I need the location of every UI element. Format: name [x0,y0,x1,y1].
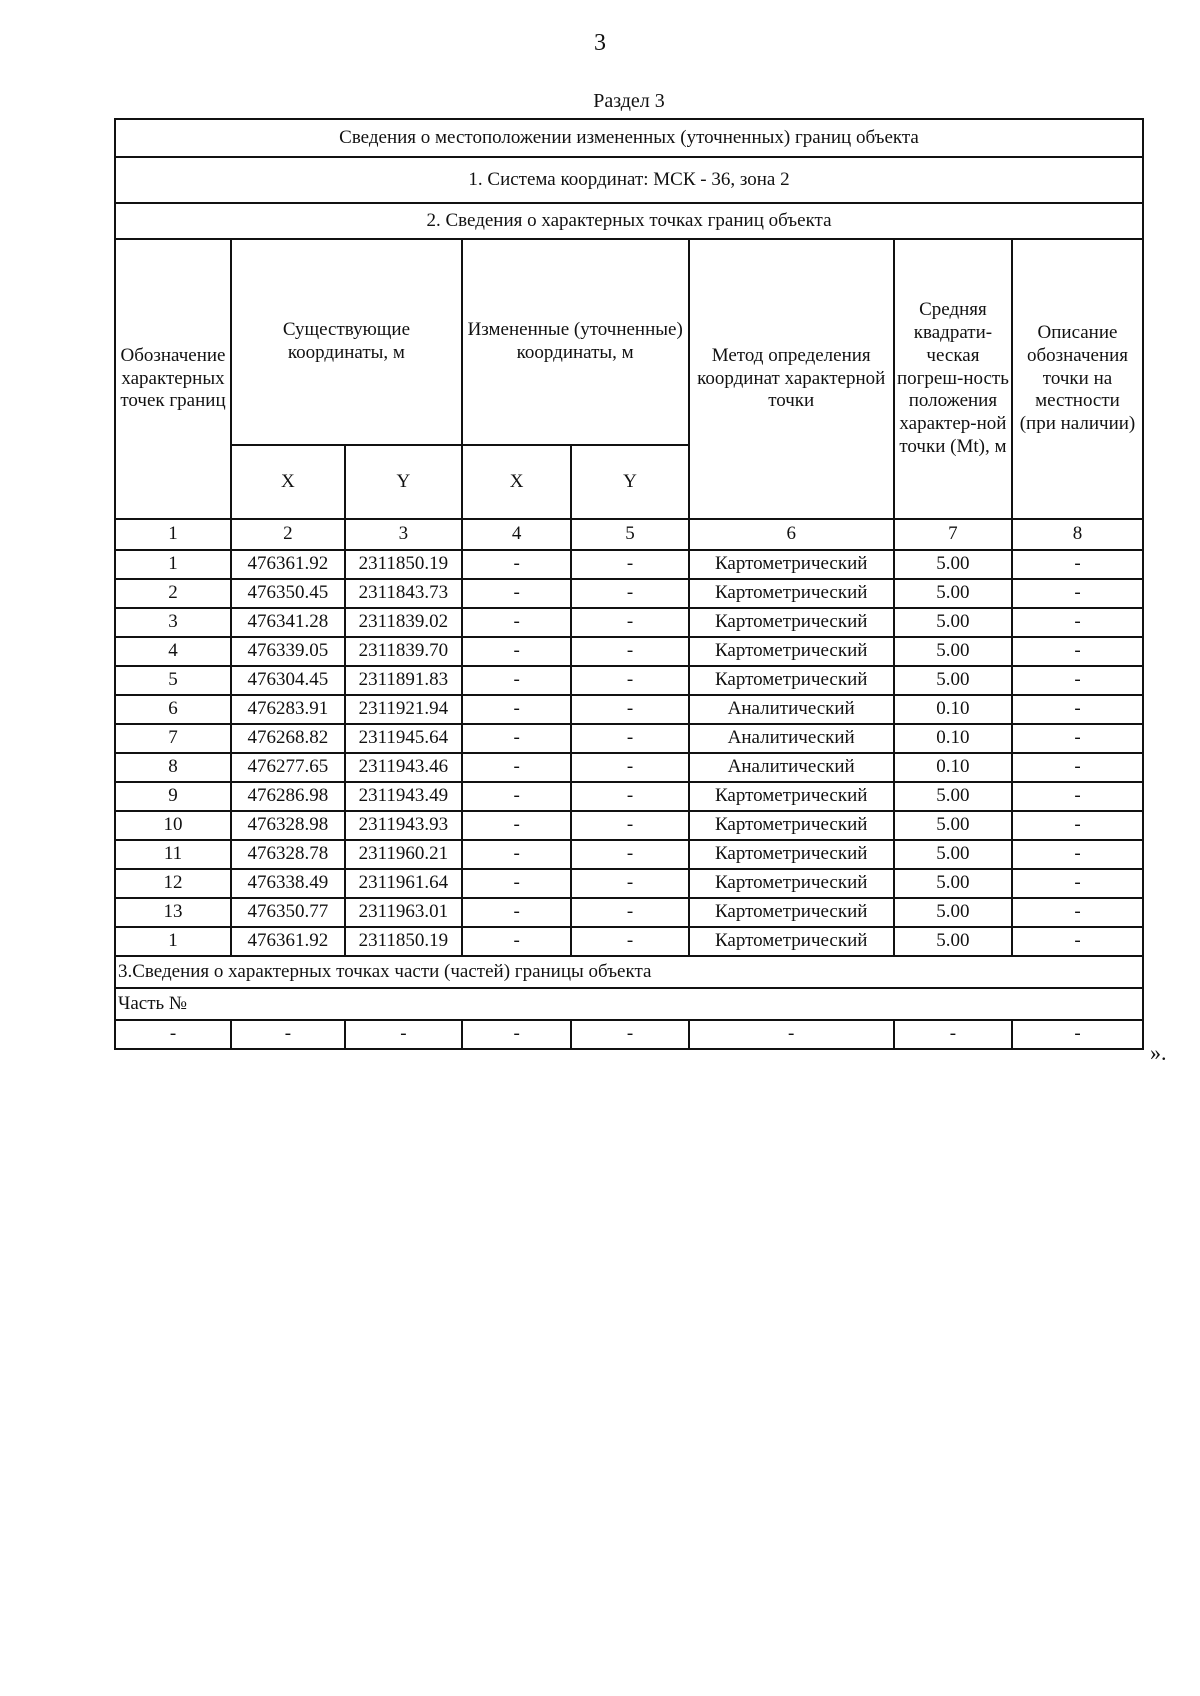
cell-description: - [1012,579,1143,608]
header-point-designation: Обозначение характерных точек границ [115,239,231,519]
cell-existing-y: 2311943.49 [345,782,462,811]
cell-changed-x: - [462,724,572,753]
header-existing-x: X [231,445,345,519]
cell-existing-x: 476339.05 [231,637,345,666]
cell-method: Аналитический [689,695,894,724]
cell-description: - [1012,637,1143,666]
closing-mark: ». [1150,1040,1167,1065]
cell-method: Картометрический [689,811,894,840]
column-number-cell: 8 [1012,519,1143,550]
cell-existing-y: 2311839.02 [345,608,462,637]
cell-changed-y: - [571,550,688,579]
cell-method: Картометрический [689,550,894,579]
header-changed-coordinates: Измененные (уточненные) координаты, м [462,239,689,445]
cell-accuracy: 0.10 [894,695,1012,724]
cell-existing-y: 2311850.19 [345,550,462,579]
cell-method: Картометрический [689,869,894,898]
table-row [115,579,1143,608]
cell-method: Картометрический [689,637,894,666]
cell-existing-y: 2311921.94 [345,695,462,724]
column-number-cell: 1 [115,519,231,550]
cell-point-id: 12 [115,869,231,898]
cell-changed-y: - [571,840,688,869]
cell-changed-x: - [462,550,572,579]
cell-description: - [1012,811,1143,840]
cell-changed-y: - [571,782,688,811]
header-changed-y: Y [571,445,688,519]
cell-point-id: 1 [115,550,231,579]
cell-description: - [1012,695,1143,724]
cell-description: - [1012,898,1143,927]
cell-changed-x: - [462,666,572,695]
part-cell-existing-y: - [345,1020,462,1049]
column-number-cell: 5 [571,519,688,550]
header-description: Описание обозначения точки на местности (при наличии) [1012,239,1143,519]
table-title: Сведения о местоположении измененных (уточненных) границ объекта [115,119,1143,157]
cell-existing-x: 476304.45 [231,666,345,695]
table-row [115,637,1143,666]
cell-existing-x: 476277.65 [231,753,345,782]
cell-point-id: 3 [115,608,231,637]
table-row [115,898,1143,927]
cell-changed-x: - [462,840,572,869]
cell-changed-y: - [571,724,688,753]
cell-existing-x: 476341.28 [231,608,345,637]
table-body [115,119,1143,1049]
cell-description: - [1012,782,1143,811]
column-number-cell: 6 [689,519,894,550]
points-heading: 2. Сведения о характерных точках границ объекта [115,203,1143,239]
cell-changed-y: - [571,637,688,666]
cell-description: - [1012,753,1143,782]
cell-accuracy: 5.00 [894,840,1012,869]
column-number-cell: 4 [462,519,572,550]
cell-description: - [1012,927,1143,956]
column-number-cell: 3 [345,519,462,550]
cell-existing-y: 2311891.83 [345,666,462,695]
part-cell-method: - [689,1020,894,1049]
cell-existing-x: 476328.98 [231,811,345,840]
part-cell-accuracy: - [894,1020,1012,1049]
cell-description: - [1012,608,1143,637]
cell-changed-x: - [462,608,572,637]
part-cell-existing-x: - [231,1020,345,1049]
cell-existing-x: 476283.91 [231,695,345,724]
table-row [115,753,1143,782]
column-number-cell: 7 [894,519,1012,550]
cell-description: - [1012,840,1143,869]
cell-changed-y: - [571,753,688,782]
page-number: 3 [594,30,606,56]
cell-method: Картометрический [689,782,894,811]
cell-existing-y: 2311963.01 [345,898,462,927]
cell-changed-y: - [571,811,688,840]
table-row [115,840,1143,869]
cell-existing-x: 476350.45 [231,579,345,608]
cell-changed-x: - [462,927,572,956]
cell-existing-x: 476338.49 [231,869,345,898]
cell-method: Картометрический [689,579,894,608]
cell-existing-x: 476268.82 [231,724,345,753]
table-row [115,550,1143,579]
cell-accuracy: 5.00 [894,869,1012,898]
table-row [115,927,1143,956]
cell-method: Картометрический [689,840,894,869]
cell-changed-y: - [571,927,688,956]
cell-description: - [1012,724,1143,753]
cell-changed-x: - [462,898,572,927]
cell-point-id: 11 [115,840,231,869]
cell-changed-y: - [571,579,688,608]
part-cell-changed-y: - [571,1020,688,1049]
cell-existing-y: 2311961.64 [345,869,462,898]
cell-existing-x: 476350.77 [231,898,345,927]
coordinate-system: 1. Система координат: МСК - 36, зона 2 [115,157,1143,203]
cell-accuracy: 5.00 [894,637,1012,666]
header-method: Метод определения координат характерной точки [689,239,894,519]
table-row [115,724,1143,753]
cell-point-id: 7 [115,724,231,753]
cell-existing-y: 2311943.93 [345,811,462,840]
cell-accuracy: 0.10 [894,753,1012,782]
cell-method: Картометрический [689,927,894,956]
cell-description: - [1012,666,1143,695]
cell-method: Картометрический [689,608,894,637]
cell-changed-x: - [462,579,572,608]
cell-point-id: 1 [115,927,231,956]
part-cell-changed-x: - [462,1020,572,1049]
cell-existing-x: 476361.92 [231,927,345,956]
part-label: Часть № [115,988,1143,1020]
boundary-coordinates-table [114,118,1144,1050]
part-cell-point-id: - [115,1020,231,1049]
parts-heading: 3.Сведения о характерных точках части (частей) границы объекта [115,956,1143,988]
cell-existing-y: 2311943.46 [345,753,462,782]
cell-changed-x: - [462,811,572,840]
cell-point-id: 13 [115,898,231,927]
cell-changed-y: - [571,869,688,898]
cell-method: Аналитический [689,724,894,753]
cell-accuracy: 5.00 [894,608,1012,637]
cell-changed-x: - [462,695,572,724]
cell-point-id: 5 [115,666,231,695]
cell-description: - [1012,869,1143,898]
header-existing-y: Y [345,445,462,519]
cell-existing-x: 476328.78 [231,840,345,869]
cell-accuracy: 5.00 [894,811,1012,840]
cell-changed-y: - [571,898,688,927]
cell-method: Аналитический [689,753,894,782]
header-changed-x: X [462,445,572,519]
cell-accuracy: 0.10 [894,724,1012,753]
cell-existing-x: 476286.98 [231,782,345,811]
cell-method: Картометрический [689,898,894,927]
cell-existing-y: 2311850.19 [345,927,462,956]
table-row [115,695,1143,724]
cell-changed-x: - [462,753,572,782]
cell-accuracy: 5.00 [894,927,1012,956]
cell-existing-y: 2311839.70 [345,637,462,666]
cell-method: Картометрический [689,666,894,695]
cell-existing-x: 476361.92 [231,550,345,579]
cell-point-id: 2 [115,579,231,608]
table-row [115,608,1143,637]
cell-changed-x: - [462,782,572,811]
section-title: Раздел 3 [593,90,665,112]
cell-accuracy: 5.00 [894,666,1012,695]
table-row [115,811,1143,840]
cell-description: - [1012,550,1143,579]
cell-existing-y: 2311960.21 [345,840,462,869]
cell-accuracy: 5.00 [894,898,1012,927]
column-number-row [115,519,1143,550]
cell-point-id: 4 [115,637,231,666]
cell-changed-x: - [462,869,572,898]
cell-point-id: 10 [115,811,231,840]
cell-changed-x: - [462,637,572,666]
table-row [115,666,1143,695]
cell-point-id: 8 [115,753,231,782]
table-row [115,782,1143,811]
column-number-cell: 2 [231,519,345,550]
cell-accuracy: 5.00 [894,550,1012,579]
cell-changed-y: - [571,695,688,724]
table-row [115,869,1143,898]
cell-changed-y: - [571,666,688,695]
part-row [115,1020,1143,1049]
cell-point-id: 9 [115,782,231,811]
cell-point-id: 6 [115,695,231,724]
header-existing-coordinates: Существующие координаты, м [231,239,462,445]
cell-accuracy: 5.00 [894,579,1012,608]
cell-changed-y: - [571,608,688,637]
header-accuracy: Средняя квадрати-ческая погреш-ность положения характер-ной точки (Mt), м [894,239,1012,519]
cell-existing-y: 2311945.64 [345,724,462,753]
part-cell-description: - [1012,1020,1143,1049]
cell-existing-y: 2311843.73 [345,579,462,608]
cell-accuracy: 5.00 [894,782,1012,811]
